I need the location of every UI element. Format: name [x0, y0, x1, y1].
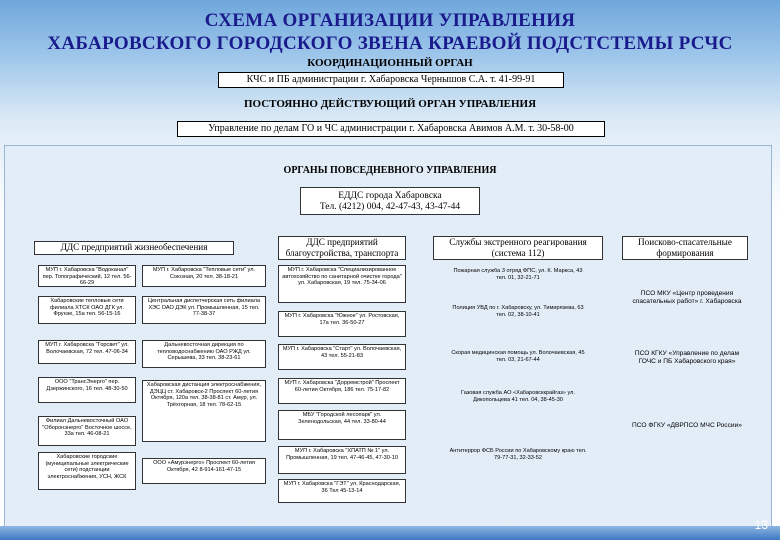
- edds-box: [300, 187, 480, 215]
- improvement-item: МБУ "Городской лесопарк" ул. Зеленодольская, 44 тел. 33-80-44: [278, 410, 406, 440]
- life-support-item: МУП г. Хабаровска "Тепловые сети" ул. Союзная, 20 тел. 38-18-21: [142, 265, 266, 287]
- improvement-item: МУП г. Хабаровска "Специализированное автохозяйство по санитарной очистке города" ул. Хабаровская, 19 тел. 75-34-06: [278, 265, 406, 303]
- life-support-item: Дальневосточная дирекция по тепловодоснабжению ОАО РЖД ул. Серышева, 33 тел. 38-23-61: [142, 340, 266, 368]
- title-line-2: ХАБАРОВСКОГО ГОРОДСКОГО ЗВЕНА КРАЕВОЙ ПОДСТСТЕМЫ РСЧС: [47, 33, 733, 54]
- header-life-support: ДДС предприятий жизнеобеспечения: [34, 241, 234, 255]
- emergency-item: Пожарная служба 3 отряд ФПС, ул. К. Маркса, 43 тел. 01, 32-21-71: [453, 268, 583, 281]
- improvement-item: МУП г. Хабаровска "ГЭТ" ул. Краснодарская, 36 Тел 45-13-14: [278, 479, 406, 503]
- life-support-item: ООО «Амурэнерго» Проспект 60-летия Октября, 42 8-914-161-47-15: [142, 458, 266, 484]
- coordination-box: КЧС и ПБ администрации г. Хабаровска Чернышов С.А. т. 41-99-91: [218, 72, 564, 88]
- emergency-item: Газовая служба АО «Хабаровсккрайгаз» ул. Дикопольцева 41 тел. 04, 38-45-30: [461, 390, 575, 403]
- rescue-item: ПСО МКУ «Центр проведения спасательных работ» г. Хабаровска: [632, 290, 742, 305]
- edds-phones: Тел. (4212) 004, 42-47-43, 43-47-44: [319, 201, 461, 212]
- title-line-1: СХЕМА ОРГАНИЗАЦИИ УПРАВЛЕНИЯ: [204, 10, 576, 31]
- rescue-item: ПСО ФГКУ «ДВРПСО МЧС России»: [632, 422, 742, 429]
- life-support-item: МУП г. Хабаровска "Горсвет" ул. Волочаевская, 72 тел. 47-06-34: [38, 340, 136, 364]
- life-support-item: Филиал Дальневосточный ОАО "Оборонэнерго" Восточное шоссе, 33а тел. 46-08-21: [38, 416, 136, 446]
- life-support-item: Хабаровские тепловые сети филиала ХТСК ОАО ДГК ул. Фрунзе, 15а тел. 56-15-16: [38, 296, 136, 324]
- edds-name: ЕДДС города Хабаровска: [338, 191, 442, 201]
- life-support-item: МУП г. Хабаровска "Водоканал" пер. Топографический, 12 тел. 56-66-29: [38, 265, 136, 287]
- header-emergency: Службы экстренного реагирования (система 112): [433, 236, 603, 260]
- life-support-item: ООО "ТрансЭнерго" пер. Дзержинского, 16 тел. 48-30-50: [38, 377, 136, 403]
- rescue-item: ПСО КГКУ «Управление по делам ГОЧС и ПБ Хабаровского края»: [634, 350, 740, 365]
- coordination-label: КООРДИНАЦИОННЫЙ ОРГАН: [307, 57, 473, 69]
- header-improvement: ДДС предприятий благоустройства, транспорта: [278, 236, 406, 260]
- life-support-item: Хабаровские городские (муниципальные электрические сети) подстанции электроснабжения, УСН, ЖСК: [38, 452, 136, 490]
- improvement-item: МУП г. Хабаровска "ХПАТП № 1" ул. Промышленная, 19 тел. 47-46-45, 47-30-10: [278, 446, 406, 474]
- life-support-item: Хабаровская дистанция электроснабжения, ДЭЦЦ ст. Хабаровск-2 Проспект 60-летия Октября, 120а тел. 38-38-81 ст. Амур, ул. Трёхгорная, 18 тел. 78-62-15: [142, 380, 266, 442]
- emergency-item: Антитеррор ФСБ России по Хабаровскому краю тел. 79-77-31, 32-33-52: [449, 448, 587, 461]
- permanent-box: Управление по делам ГО и ЧС администрации г. Хабаровска Авимов А.М. т. 30-58-00: [177, 121, 605, 137]
- emergency-item: Полиция УВД по г. Хабаровску, ул. Тимирязева, 63 тел. 02, 38-10-41: [452, 305, 584, 318]
- page-number: 13: [754, 518, 768, 532]
- header-rescue: Поисково-спасательные формирования: [622, 236, 748, 260]
- permanent-label: ПОСТОЯННО ДЕЙСТВУЮЩИЙ ОРГАН УПРАВЛЕНИЯ: [243, 98, 537, 110]
- daily-label: ОРГАНЫ ПОВСЕДНЕВНОГО УПРАВЛЕНИЯ: [283, 165, 497, 176]
- bottom-bar: [0, 526, 780, 540]
- improvement-item: МУП г. Хабаровска "Старт" ул. Волочаевская, 43 тел. 55-21-83: [278, 344, 406, 370]
- emergency-item: Скорая медицинская помощь ул. Волочаевская, 45 тел. 03, 21-67-44: [451, 350, 585, 363]
- improvement-item: МУП г. Хабаровска "Дорремстрой" Проспект 60-летия Октября, 186 тел. 75-17-82: [278, 378, 406, 404]
- improvement-item: МУП г. Хабаровска "Южное" ул. Ростовская, 17а тел. 36-50-27: [278, 311, 406, 337]
- life-support-item: Центральная диспетчерская сеть филиала ХЭС ОАО ДЭК ул. Промышленная, 15 тел. 77-38-37: [142, 296, 266, 324]
